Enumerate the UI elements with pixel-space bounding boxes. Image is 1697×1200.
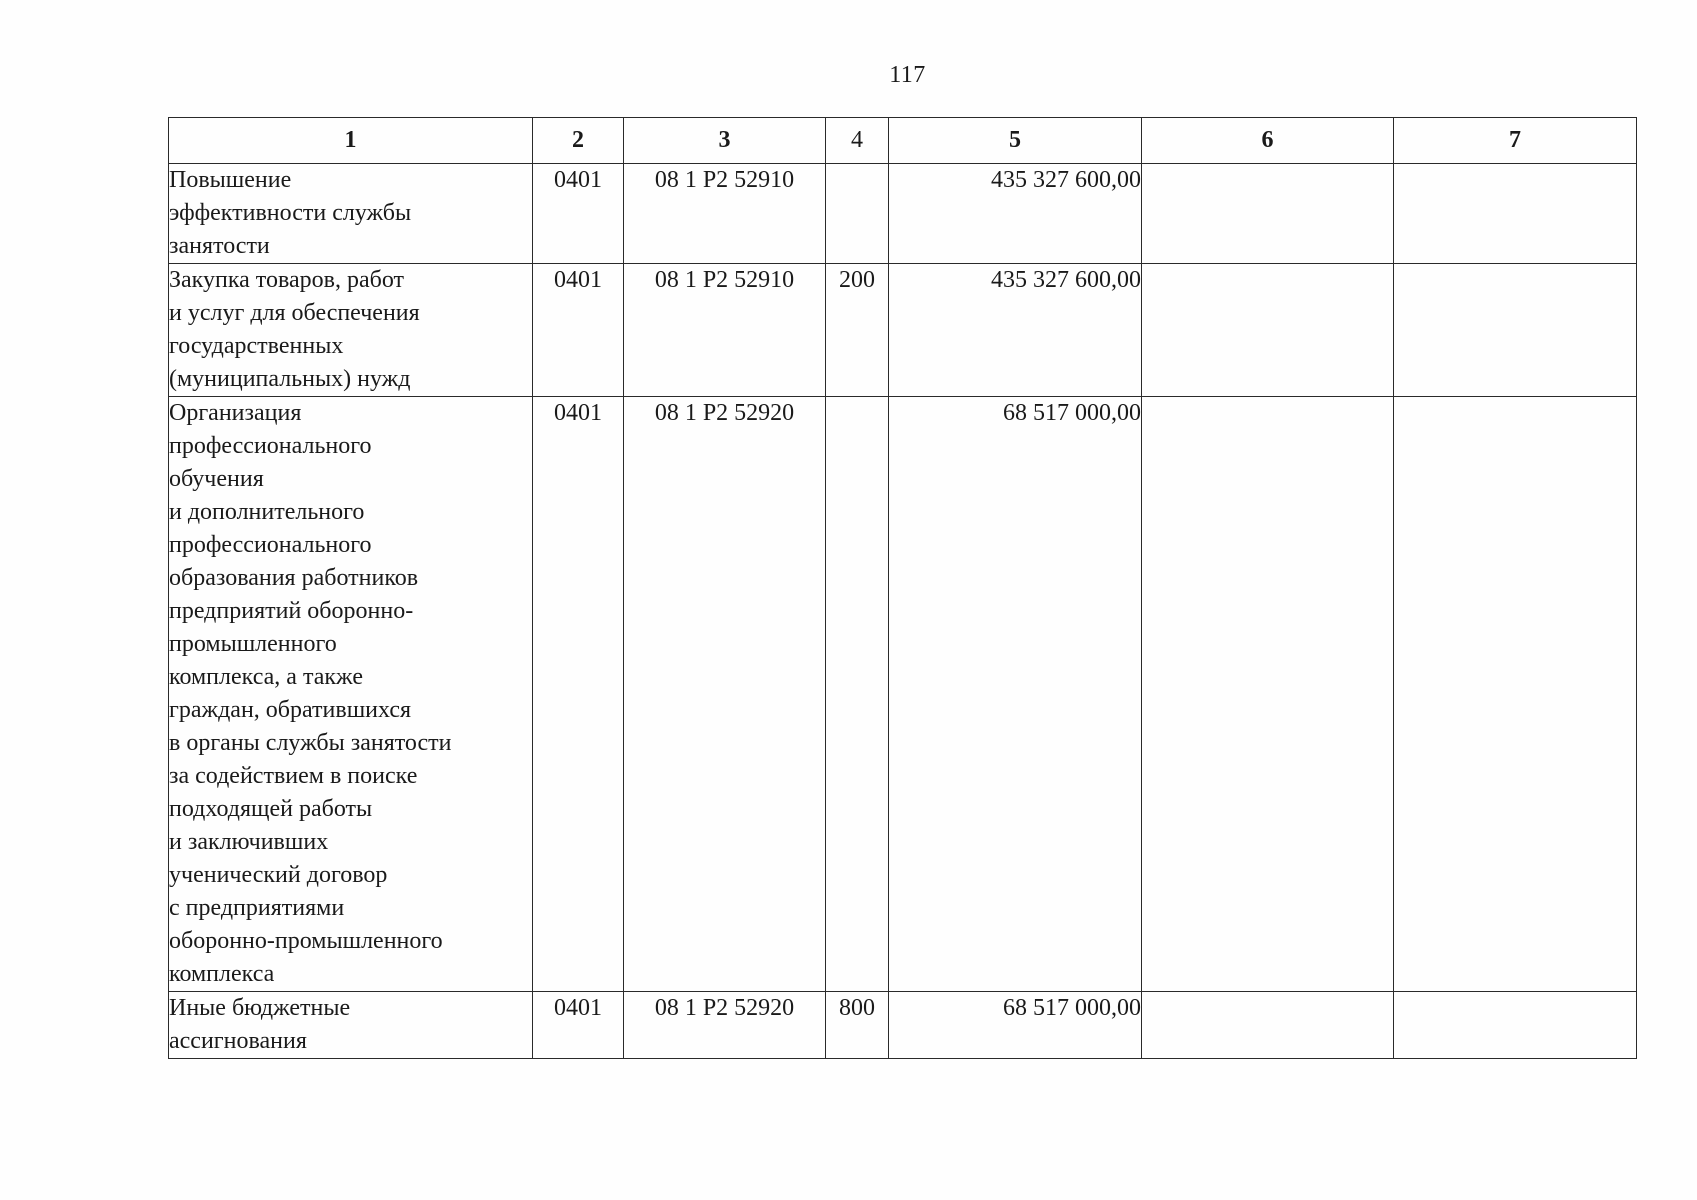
row-name-line: обучения bbox=[169, 466, 264, 492]
column-header-1: 1 bbox=[169, 118, 533, 164]
column-header-7: 7 bbox=[1394, 118, 1637, 164]
amount-cell: 68 517 000,00 bbox=[889, 397, 1142, 992]
row-name-line: оборонно-промышленного bbox=[169, 928, 443, 954]
row-name-line: и дополнительного bbox=[169, 499, 365, 525]
row-name-line: Иные бюджетные bbox=[169, 995, 351, 1021]
column-6-cell bbox=[1142, 164, 1394, 264]
column-7-cell bbox=[1394, 264, 1637, 397]
row-name-line: предприятий оборонно- bbox=[169, 598, 414, 624]
column-header-3: 3 bbox=[624, 118, 826, 164]
row-name-line: государственных bbox=[169, 333, 344, 359]
column-header-6: 6 bbox=[1142, 118, 1394, 164]
table-row bbox=[169, 264, 1637, 397]
section-cell: 0401 bbox=[533, 992, 624, 1059]
expense-type-cell bbox=[826, 164, 889, 264]
column-6-cell bbox=[1142, 992, 1394, 1059]
column-header-2: 2 bbox=[533, 118, 624, 164]
column-7-cell bbox=[1394, 164, 1637, 264]
expense-type-cell bbox=[826, 397, 889, 992]
amount-cell: 68 517 000,00 bbox=[889, 992, 1142, 1059]
section-cell: 0401 bbox=[533, 397, 624, 992]
row-name-line: (муниципальных) нужд bbox=[169, 366, 411, 392]
row-name-line: ученический договор bbox=[169, 862, 388, 888]
row-name-line: комплекса bbox=[169, 961, 275, 987]
row-name-cell bbox=[169, 264, 533, 397]
row-name-line: эффективности службы bbox=[169, 200, 412, 226]
target-article-cell: 08 1 P2 52910 bbox=[624, 164, 826, 264]
amount-cell: 435 327 600,00 bbox=[889, 264, 1142, 397]
row-name-line: профессионального bbox=[169, 532, 372, 558]
column-7-cell bbox=[1394, 397, 1637, 992]
row-name-line: и заключивших bbox=[169, 829, 329, 855]
row-name-line: Организация bbox=[169, 400, 302, 426]
row-name-cell bbox=[169, 992, 533, 1059]
row-name-line: ассигнования bbox=[169, 1028, 307, 1054]
section-cell: 0401 bbox=[533, 264, 624, 397]
row-name-line: образования работников bbox=[169, 565, 419, 591]
row-name-line: и услуг для обеспечения bbox=[169, 300, 420, 326]
row-name-line: занятости bbox=[169, 233, 270, 259]
row-name-line: с предприятиями bbox=[169, 895, 345, 921]
row-name-line: граждан, обратившихся bbox=[169, 697, 412, 723]
column-7-cell bbox=[1394, 992, 1637, 1059]
row-name-line: Закупка товаров, работ bbox=[169, 267, 404, 293]
section-cell: 0401 bbox=[533, 164, 624, 264]
column-6-cell bbox=[1142, 264, 1394, 397]
column-header-4: 4 bbox=[826, 118, 889, 164]
row-name-cell bbox=[169, 397, 533, 992]
row-name-line: комплекса, а также bbox=[169, 664, 363, 690]
page-number: 117 bbox=[889, 62, 926, 88]
row-name-line: Повышение bbox=[169, 167, 292, 193]
budget-table bbox=[168, 117, 1637, 1059]
table-row bbox=[169, 992, 1637, 1059]
row-name-line: за содействием в поиске bbox=[169, 763, 418, 789]
row-name-line: подходящей работы bbox=[169, 796, 373, 822]
target-article-cell: 08 1 P2 52920 bbox=[624, 992, 826, 1059]
table-row bbox=[169, 397, 1637, 992]
target-article-cell: 08 1 P2 52910 bbox=[624, 264, 826, 397]
table-header-row bbox=[169, 118, 1637, 164]
amount-cell: 435 327 600,00 bbox=[889, 164, 1142, 264]
row-name-line: промышленного bbox=[169, 631, 337, 657]
expense-type-cell: 200 bbox=[826, 264, 889, 397]
column-6-cell bbox=[1142, 397, 1394, 992]
row-name-line: профессионального bbox=[169, 433, 372, 459]
row-name-cell bbox=[169, 164, 533, 264]
row-name-line: в органы службы занятости bbox=[169, 730, 452, 756]
expense-type-cell: 800 bbox=[826, 992, 889, 1059]
target-article-cell: 08 1 P2 52920 bbox=[624, 397, 826, 992]
table-row bbox=[169, 164, 1637, 264]
column-header-5: 5 bbox=[889, 118, 1142, 164]
